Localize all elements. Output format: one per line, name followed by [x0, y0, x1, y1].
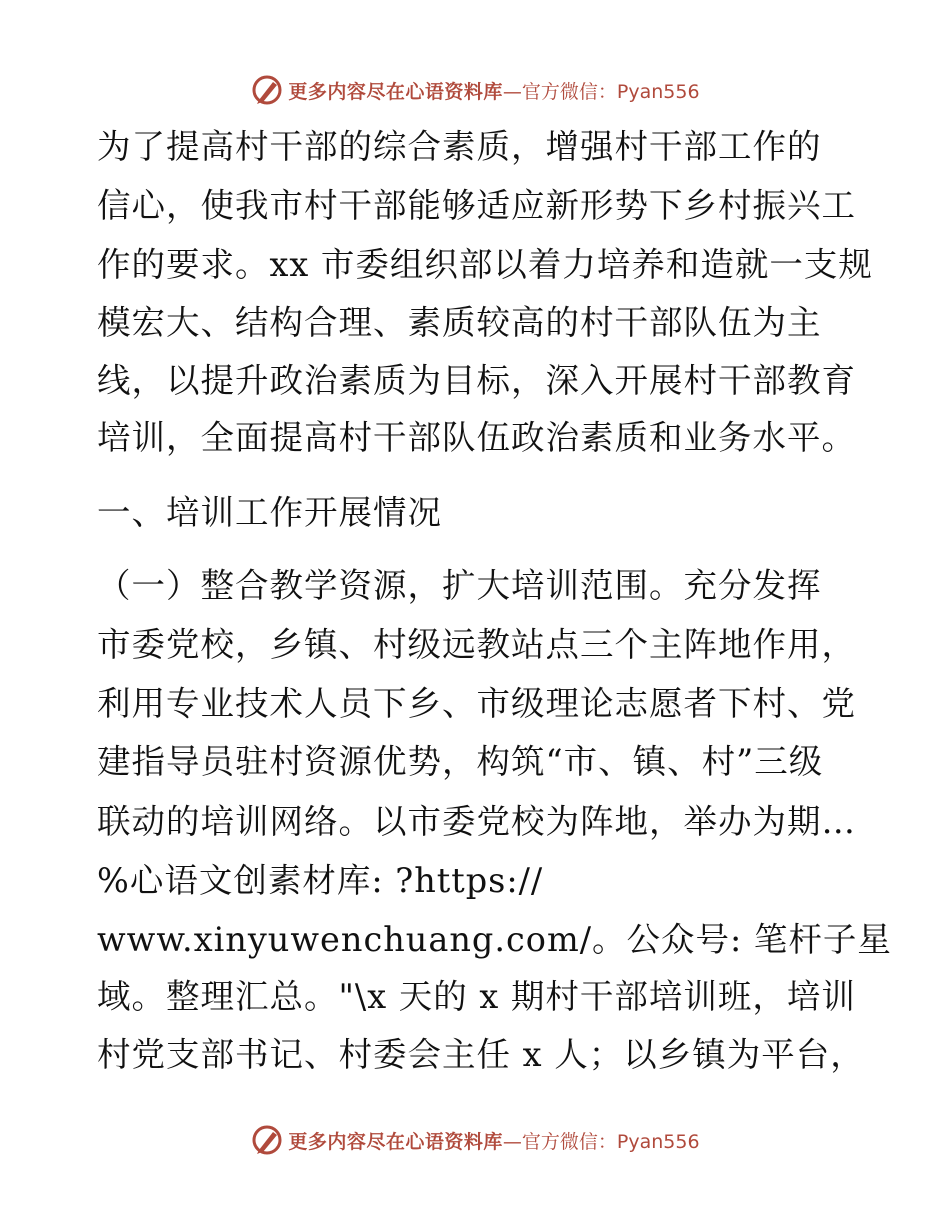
text-line: 利用专业技术人员下乡、市级理论志愿者下村、党 — [97, 684, 856, 723]
text-line: 培训，全面提高村干部队伍政治素质和业务水平。 — [97, 418, 856, 457]
text-line: %心语文创素材库: ?https:// — [97, 861, 544, 900]
footer-banner — [0, 1120, 950, 1160]
banner-text: 更多内容尽在心语资料库 — [288, 1130, 503, 1153]
text-line: 为了提高村干部的综合素质，增强村干部工作的 — [97, 127, 822, 166]
text-line: 信心，使我市村干部能够适应新形势下乡村振兴工 — [97, 186, 856, 225]
text-line: （一）整合教学资源，扩大培训范围。充分发挥 — [97, 566, 822, 605]
text-line: 市委党校，乡镇、村级远教站点三个主阵地作用， — [97, 625, 856, 664]
pen-logo-icon — [250, 73, 284, 107]
text-line: www.xinyuwenchuang.com/。公众号: 笔杆子星 — [97, 920, 892, 959]
text-line: 作的要求。xx 市委组织部以着力培养和造就一支规 — [97, 245, 873, 284]
pen-logo-icon — [250, 1123, 284, 1157]
text-line: 域。整理汇总。"\x 天的 x 期村干部培训班，培训 — [97, 977, 856, 1016]
text-line: 建指导员驻村资源优势，构筑“市、镇、村”三级 — [97, 742, 824, 781]
text-line: 村党支部书记、村委会主任 x 人；以乡镇为平台， — [97, 1035, 865, 1074]
section-heading: 一、培训工作开展情况 — [97, 493, 442, 532]
header-banner — [0, 70, 950, 110]
text-line: 联动的培训网络。以市委党校为阵地，举办为期… — [97, 802, 856, 841]
banner-text: 更多内容尽在心语资料库 — [288, 80, 503, 103]
banner-suffix: —官方微信：Pyan556 — [502, 80, 700, 103]
banner-suffix: —官方微信：Pyan556 — [502, 1130, 700, 1153]
text-line: 模宏大、结构合理、素质较高的村干部队伍为主 — [97, 303, 822, 342]
text-line: 线，以提升政治素质为目标，深入开展村干部教育 — [97, 361, 856, 400]
